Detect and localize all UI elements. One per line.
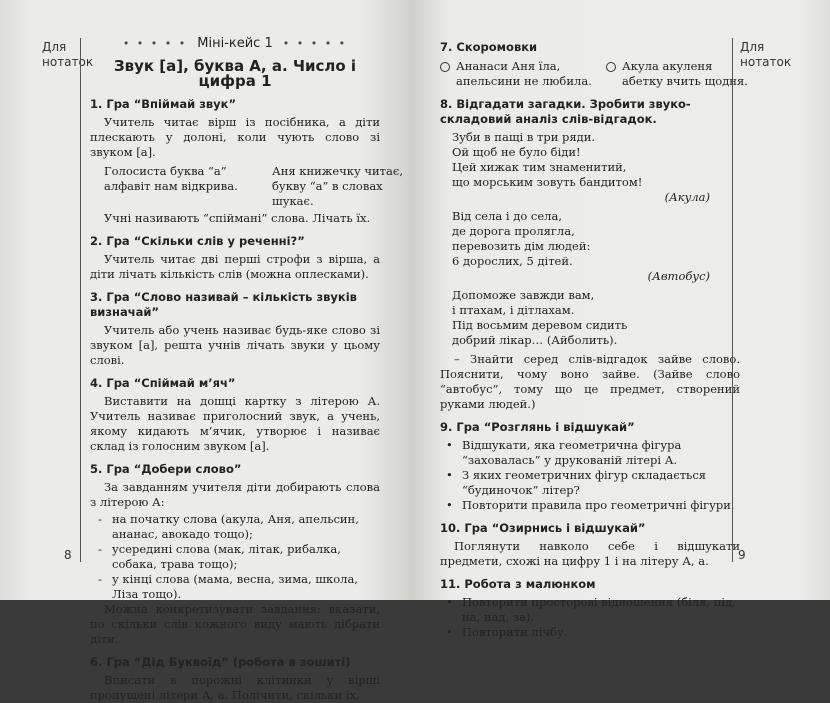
section-heading: 1. Гра “Впіймай звук”: [90, 97, 237, 111]
bullet-list: [440, 438, 740, 513]
paragraph: Вписати в порожні клітинки у вірші пропущені літери А, а. Полічити, скільки їх.: [90, 673, 380, 702]
riddle-answer: (Автобус): [647, 269, 710, 283]
poem: Голосиста буква “а” алфавіт нам відкрива. Аня книжечку читає, букву “а” в словах шукає.: [104, 164, 403, 208]
list-item: • З яких геометричних фігур складається “будиночок” літер?: [440, 468, 740, 498]
list-item: • Повторити лічбу.: [440, 625, 740, 640]
list-item: • Повторити просторові відношення (біля, під, на, над, за).: [440, 595, 740, 625]
list-item: • Повторити правила про геометричні фігури.: [440, 498, 740, 513]
paragraph: Виставити на дошці картку з літерою А. Учитель називає приголосний звук, а учень, якому кидають м’ячик, утворює і називає склад із голосним звуком [а].: [90, 394, 380, 453]
section-heading: 9. Гра “Розглянь і відшукай”: [440, 420, 635, 434]
dots-decoration-right: • • • • •: [282, 37, 348, 50]
list-item: - усередині слова (мак, літак, рибалка, собака, трава тощо);: [90, 542, 380, 572]
margin-rule-right: [732, 38, 733, 562]
list-item: - у кінці слова (мама, весна, зима, школа, Ліза тощо).: [90, 572, 380, 602]
section-heading: 3. Гра “Слово називай – кількість звуків визначай”: [90, 290, 357, 319]
notes-label-right: Для нотаток: [740, 40, 792, 69]
left-page: [0, 0, 410, 702]
dots-decoration-left: • • • • •: [122, 37, 188, 50]
paragraph: – Знайти серед слів-відгадок зайве слово. Пояснити, чому воно зайве. (Зайве слово “автобус”, тому що це предмет, створений руками людей.): [440, 352, 740, 411]
section-heading: 6. Гра “Дід Буквоїд” (робота в зошиті): [90, 655, 351, 669]
riddle: Зуби в пащі в три ряди. Ой щоб не було біди! Цей хижак тим знаменитий, що морським зовуть бандитом! (Акула): [452, 130, 740, 205]
list-item: • Відшукати, яка геометрична фігура “заховалась” у друкованій літері А.: [440, 438, 740, 468]
circle-bullet-icon: [606, 62, 616, 72]
right-page: [410, 0, 830, 639]
case-header: [90, 36, 380, 51]
notes-label-left: Для нотаток: [42, 40, 94, 69]
tongue-twisters: Ананаси Аня їла, апельсини не любила. Акула акуленя абетку вчить щодня.: [440, 59, 740, 89]
riddle: Від села і до села, де дорога пролягла, перевозить дім людей: 6 дорослих, 5 дітей. (Автобус): [452, 209, 740, 284]
paragraph: Учні називають “спіймані” слова. Лічать їх.: [104, 211, 371, 225]
page-number-left: 8: [64, 548, 72, 562]
left-content: [90, 36, 403, 703]
paragraph: Учитель читає вірш із посібника, а діти плескають у долоні, коли чують слово зі звуком [а].: [90, 115, 380, 159]
paragraph: За завданням учителя діти добирають слова з літерою А:: [90, 480, 380, 509]
riddle-answer: (Акула): [664, 190, 710, 204]
riddle: Допоможе завжди вам, і птахам, і дітлахам. Під восьмим деревом сидить добрий лікар… (Айболить).: [452, 288, 628, 347]
section-heading: 7. Скоромовки: [440, 40, 538, 54]
margin-rule-left: [80, 38, 81, 562]
section-heading: 2. Гра “Скільки слів у реченні?”: [90, 234, 305, 248]
paragraph: Учитель читає дві перші строфи з вірша, а діти лічать кількість слів (можна оплесками).: [90, 252, 380, 281]
paragraph: Учитель або учень називає будь-яке слово зі звуком [а], решта учнів лічать звуки у цьому слові.: [90, 323, 380, 367]
list-item: - на початку слова (акула, Аня, апельсин, ананас, авокадо тощо);: [90, 512, 380, 542]
bullet-list: [440, 595, 740, 640]
section-heading: 10. Гра “Озирнись і відшукай”: [440, 521, 646, 535]
section-heading: 11. Робота з малюнком: [440, 577, 596, 591]
case-label: Міні-кейс 1: [197, 36, 273, 51]
section-heading: 8. Відгадати загадки. Зробити звуко-складовий аналіз слів-відгадок.: [440, 97, 691, 126]
page-title: Звук [а], буква А, а. Число і цифра 1: [113, 57, 357, 90]
page-number-right: 9: [738, 548, 746, 562]
circle-bullet-icon: [440, 62, 450, 72]
word-list: [90, 512, 380, 602]
paragraph: Поглянути навколо себе і відшукати предмети, схожі на цифру 1 і на літеру А, а.: [440, 539, 740, 568]
right-content: [440, 40, 748, 640]
paragraph: Можна конкретизувати завдання: вказати, по скільки слів кожного виду мають дібрати діти.: [90, 602, 380, 646]
section-heading: 4. Гра “Спіймай м’яч”: [90, 376, 236, 390]
section-heading: 5. Гра “Добери слово”: [90, 462, 242, 476]
